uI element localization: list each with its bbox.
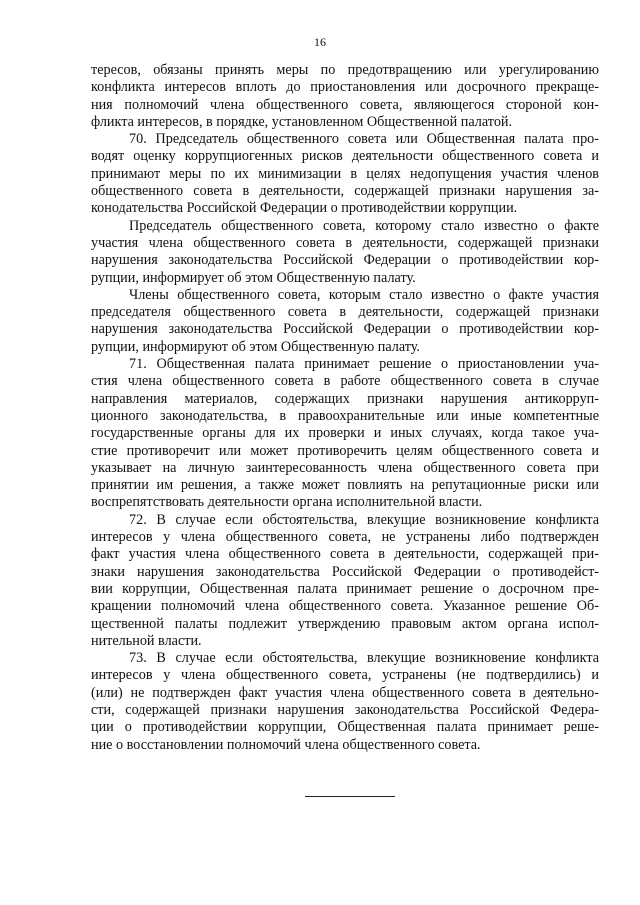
end-of-text-rule xyxy=(305,796,395,797)
text-line: воспрепятствовать деятельности органа исполнительной власти. xyxy=(91,494,483,511)
text-line: общественного совета в деятельности, содержащей признаки нарушения за- xyxy=(91,183,599,200)
paragraph xyxy=(91,287,599,356)
page-number: 16 xyxy=(314,35,326,49)
paragraph xyxy=(91,62,599,131)
text-line: рупции, информирует об этом Общественную палату. xyxy=(91,269,416,286)
text-line: направления материалов, содержащих признаки нарушения антикорруп- xyxy=(91,390,599,407)
text-line: рупции, информируют об этом Общественную палату. xyxy=(91,338,420,355)
text-line: председателя общественного совета в деятельности, содержащей признаки xyxy=(91,304,599,321)
paragraph xyxy=(91,356,599,512)
text-line: нарушения законодательства Российской Федерации о противодействии кор- xyxy=(91,252,599,269)
text-line: нительной власти. xyxy=(91,632,202,649)
text-line: тересов, обязаны принять меры по предотвращению или урегулированию xyxy=(91,62,599,78)
text-line: водят оценку коррупциогенных рисков деятельности общественного совета и xyxy=(91,148,599,165)
text-line: интересов у члена общественного совета, устранены (не подтвердились) и xyxy=(91,667,599,684)
text-line: вии коррупции, Общественная палата принимает решение о досрочном пре- xyxy=(91,580,599,597)
text-line: кращении полномочий члена общественного совета. Указанное решение Об- xyxy=(91,598,599,615)
text-line: щественной палаты подлежит утверждению правовым актом органа испол- xyxy=(91,615,599,632)
text-line: Члены общественного совета, которым стало известно о факте участия xyxy=(129,286,599,303)
text-line: 72. В случае если обстоятельства, влекущие возникновение конфликта xyxy=(129,511,599,528)
text-line: факт участия члена общественного совета в деятельности, содержащей при- xyxy=(91,546,599,563)
paragraph xyxy=(91,512,599,650)
text-line: ционного законодательства, в правоохранительные или иные компетентные xyxy=(91,407,599,424)
text-line: 73. В случае если обстоятельства, влекущие возникновение конфликта xyxy=(129,650,599,667)
text-line: ции о противодействии коррупции, Общественная палата принимает реше- xyxy=(91,719,599,736)
text-line: (или) не подтвержден факт участия члена общественного совета в деятельно- xyxy=(91,684,599,701)
text-line: конодательства Российской Федерации о противодействии коррупции. xyxy=(91,200,518,217)
text-line: сти, содержащей признаки нарушения законодательства Российской Федера- xyxy=(91,701,599,718)
text-line: государственные органы для их проверки и иных случаях, когда такое уча- xyxy=(91,425,599,442)
paragraph xyxy=(91,131,599,217)
text-line: знаки нарушения законодательства Российской Федерации о противодейст- xyxy=(91,563,599,580)
text-line: стие противоречит или может противоречить целям общественного совета и xyxy=(91,442,599,459)
text-line: указывает на личную заинтересованность члена общественного совета при xyxy=(91,459,599,476)
text-line: фликта интересов, в порядке, установленном Общественной палатой. xyxy=(91,113,513,130)
text-line: интересов у члена общественного совета, не устранены либо подтвержден xyxy=(91,529,599,546)
paragraph xyxy=(91,650,599,754)
text-line: принимают меры по их минимизации в целях недопущения участия членов xyxy=(91,165,599,182)
text-line: Председатель общественного совета, которому стало известно о факте xyxy=(129,217,599,234)
text-line: 70. Председатель общественного совета или Общественная палата про- xyxy=(129,131,599,148)
text-line: ние о восстановлении полномочий члена общественного совета. xyxy=(91,736,481,753)
text-line: нарушения законодательства Российской Федерации о противодействии кор- xyxy=(91,321,599,338)
text-line: принятии им решения, а также может повлиять на репутационные риски или xyxy=(91,477,599,494)
text-line: участия члена общественного совета в деятельности, содержащей признаки xyxy=(91,234,599,251)
text-line: 71. Общественная палата принимает решение о приостановлении уча- xyxy=(129,356,599,373)
paragraph xyxy=(91,218,599,287)
text-line: ния полномочий члена общественного совета, являющегося стороной кон- xyxy=(91,96,599,113)
text-line: стия члена общественного совета в работе общественного совета в случае xyxy=(91,373,599,390)
text-line: конфликта интересов вплоть до приостановления или досрочного прекраще- xyxy=(91,79,599,96)
document-body xyxy=(91,62,599,754)
